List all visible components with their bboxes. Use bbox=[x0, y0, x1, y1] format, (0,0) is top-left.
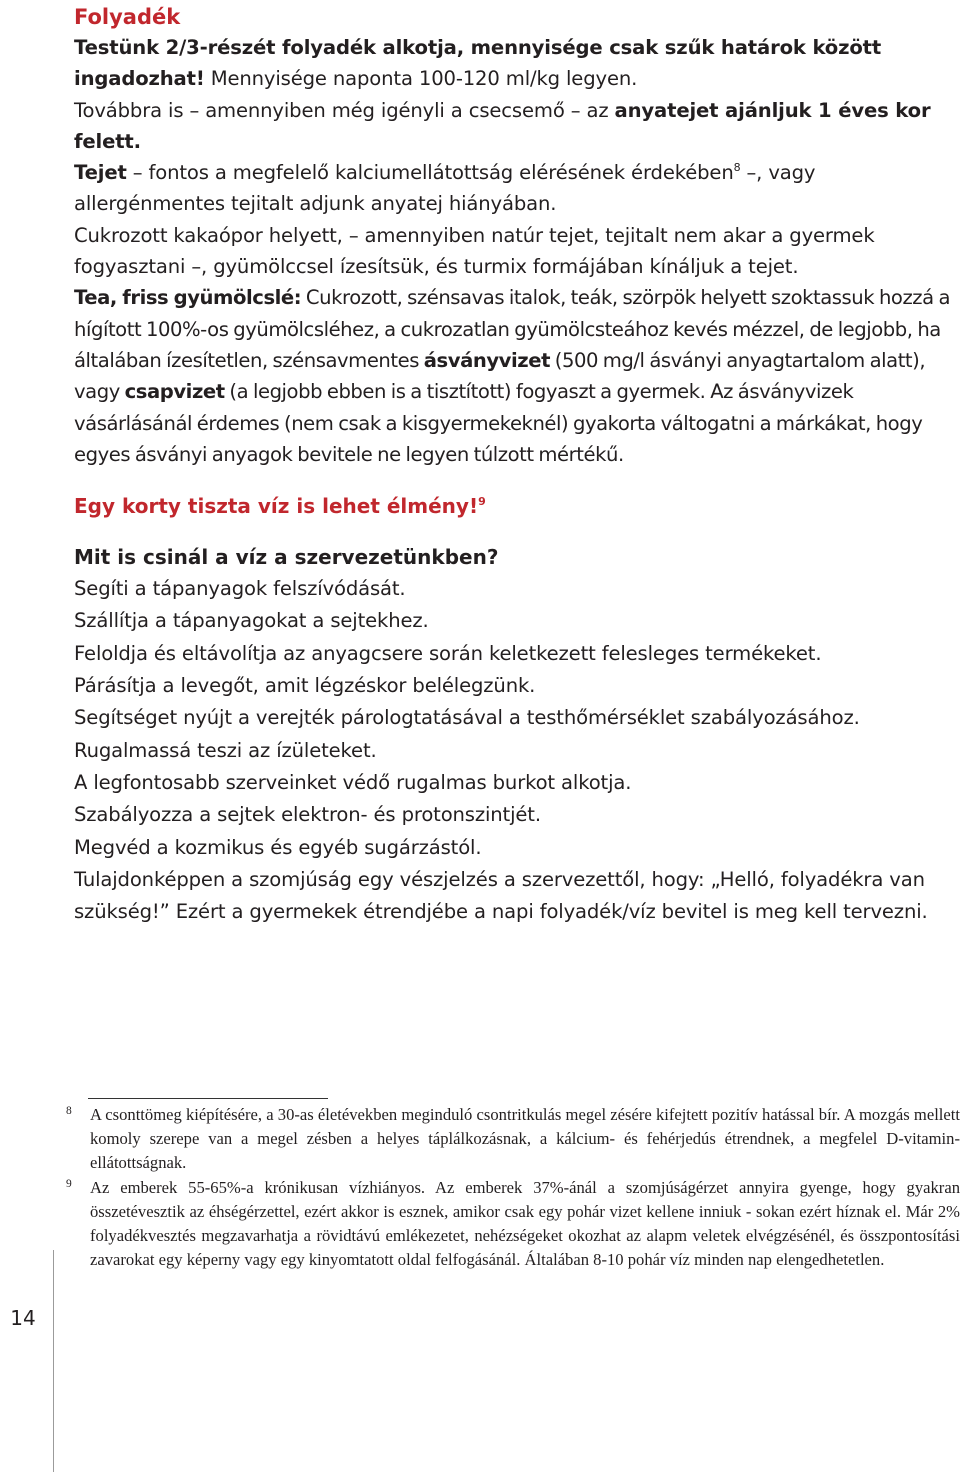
paragraph-tea-juice-bold3: csapvizet bbox=[124, 380, 225, 404]
footnote-separator bbox=[88, 1098, 328, 1099]
document-body bbox=[74, 0, 960, 928]
water-function-list bbox=[74, 573, 960, 928]
paragraph-fluid-intake-bold: Testünk 2/3-részét folyadék alkotja, mennyisége csak szűk határok között ingadozhat! bbox=[74, 36, 882, 91]
footnote-ref-8: 8 bbox=[733, 161, 741, 175]
footnote-text: A csonttömeg kiépítésére, a 30-as életévekben meginduló csontritkulás megel zésére kifejtett pozitív hatással bír. A mozgás mellett komoly szerepe van a megel zésben a helyes táplálkozásnak, a kálcium- és fehérjedús étrendnek, a megfelel D-vitamin-ellátottságnak. bbox=[90, 1105, 960, 1173]
footnote-ref-9: 9 bbox=[478, 495, 486, 509]
paragraph-tea-juice-text1: Cukrozott, szénsavas italok, teák, szörpök helyett szoktassuk hozzá a hígított 100%-os gyümölcsléhez, a cukrozatlan gyümölcsteához kevés mézzel, de legjobb, ha általában ízesítetlen, szénsavmentes bbox=[74, 286, 951, 372]
paragraph-tea-juice-bold1: Tea, friss gyümölcslé: bbox=[74, 286, 302, 310]
paragraph-milk-text1: – fontos a megfelelő kalciumellátottság elérésének érdekében bbox=[126, 161, 734, 185]
footnote-number: 8 bbox=[66, 1105, 72, 1117]
paragraph-tea-juice bbox=[74, 282, 960, 470]
water-subheading bbox=[74, 491, 960, 522]
footnote-8 bbox=[66, 1103, 960, 1176]
footnote-9 bbox=[66, 1176, 960, 1273]
list-item: Szabályozza a sejtek elektron- és protonszintjét. bbox=[74, 803, 541, 827]
water-subheading-text: Egy korty tiszta víz is lehet élmény! bbox=[74, 494, 479, 519]
list-item: Segítséget nyújt a verejték párologtatásával a testhőmérséklet szabályozásához. bbox=[74, 706, 860, 730]
section-heading: Folyadék bbox=[74, 5, 181, 29]
paragraph-tea-juice-text2: (500 mg/l ásványi anyagtartalom alatt), vagy bbox=[74, 348, 926, 404]
paragraph-tea-juice-bold2: ásványvizet bbox=[423, 348, 550, 372]
list-item: Szállítja a tápanyagokat a sejtekhez. bbox=[74, 609, 429, 633]
list-item: Feloldja és eltávolítja az anyagcsere során keletkezett felesleges termékeket. bbox=[74, 641, 822, 665]
paragraph-milk-text2: –, vagy allergénmentes tejitalt adjunk anyatej hiányában. bbox=[74, 161, 816, 216]
list-item: Rugalmassá teszi az ízületeket. bbox=[74, 738, 377, 762]
paragraph-cocoa: Cukrozott kakaópor helyett, – amennyiben natúr tejet, tejitalt nem akar a gyermek fogyasztani –, gyümölccsel ízesítsük, és turmix formájában kínáljuk a tejet. bbox=[74, 223, 875, 279]
paragraph-breastmilk bbox=[74, 95, 960, 158]
list-item: A legfontosabb szerveinket védő rugalmas burkot alkotja. bbox=[74, 770, 632, 794]
paragraph-milk-bold: Tejet bbox=[74, 161, 127, 185]
footnote-text: Az emberek 55-65%-a krónikusan vízhiányos. Az emberek 37%-ánál a szomjúságérzet annyira gyenge, hogy gyakran összetévesztik az éhségérzettel, ezért akkor is esznek, amikor csak egy pohár vizet kellene inniuk - sokan ezért híznak el. Már 2% folyadékvesztés megzavarhatja a rövidtávú emlékezetet, nehézségeket okozhat az alapm veletek elvégzésénél, és összpontosítási zavarokat egy képerny vagy egy kinyomtatott oldal felfogásánál. Általában 8-10 pohár víz minden nap elengedhetetlen. bbox=[90, 1177, 960, 1270]
paragraph-breastmilk-text: Továbbra is – amennyiben még igényli a csecsemő – az bbox=[74, 98, 615, 122]
paragraph-fluid-intake bbox=[74, 32, 960, 95]
closing-paragraph: Tulajdonképpen a szomjúság egy vészjelzés a szervezettől, hogy: „Helló, folyadékra van szükség!” Ezért a gyermekek étrendjébe a napi folyadék/víz bevitel is meg kell tervezni. bbox=[74, 867, 928, 924]
water-list-title: Mit is csinál a víz a szervezetünkben? bbox=[74, 545, 499, 570]
footnotes bbox=[66, 1103, 960, 1272]
page-number: 14 bbox=[10, 1306, 36, 1330]
paragraph-breastmilk-bold: anyatejet ajánljuk 1 éves kor felett. bbox=[74, 98, 931, 153]
paragraph-tea-juice-text3: (a legjobb ebben is a tisztított) fogyaszt a gyermek. Az ásványvizek vásárlásánál érdemes (nem csak a kisgyermekeknél) gyakorta váltogatni a márkákat, hogy egyes ásványi anyagok bevitele ne legyen túlzott mértékű. bbox=[74, 380, 923, 466]
paragraph-milk bbox=[74, 157, 960, 220]
list-item: Megvéd a kozmikus és egyéb sugárzástól. bbox=[74, 835, 482, 859]
list-item: Párásítja a levegőt, amit légzéskor belélegzünk. bbox=[74, 674, 536, 698]
paragraph-fluid-intake-text: Mennyisége naponta 100-120 ml/kg legyen. bbox=[204, 67, 638, 91]
footnote-number: 9 bbox=[66, 1177, 72, 1190]
page-margin-rule bbox=[53, 1250, 54, 1472]
list-item: Segíti a tápanyagok felszívódását. bbox=[74, 577, 406, 601]
